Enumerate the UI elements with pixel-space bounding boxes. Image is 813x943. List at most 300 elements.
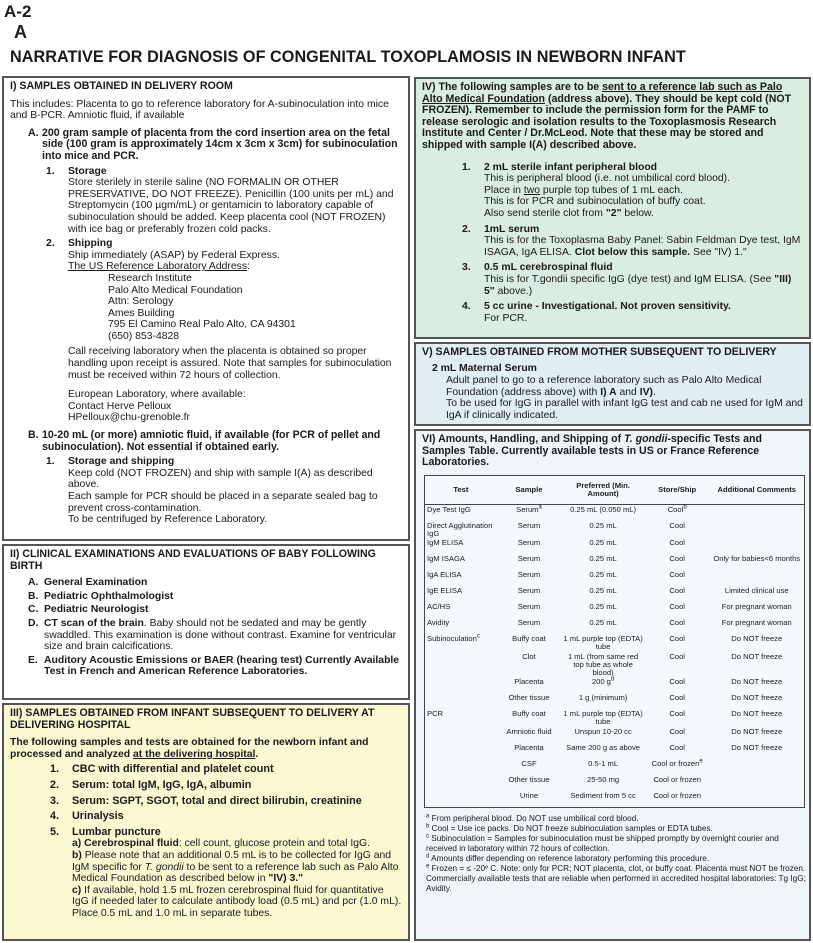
text-part: . <box>652 386 656 398</box>
table-cell <box>645 586 710 602</box>
table-cell <box>497 791 562 808</box>
table-cell <box>497 709 562 726</box>
table-row <box>425 602 805 618</box>
cell-text: Cool <box>669 742 685 752</box>
footnote <box>426 834 806 854</box>
item-title: Pediatric Ophthalmologist <box>44 590 174 602</box>
table-cell <box>709 570 804 586</box>
footnote-text: Cool = Use ice packs. Do NOT freeze subinoculation samples or EDTA tubes. <box>429 823 713 833</box>
item-title: General Examination <box>44 577 148 589</box>
cell-text: Do NOT freeze <box>731 651 783 661</box>
address-line: Attn: Serology <box>108 296 174 308</box>
item-text: Lumbar puncture <box>72 825 161 838</box>
section-clinical-exams <box>2 544 410 700</box>
address-block <box>108 273 402 343</box>
item-letter: B. <box>28 429 39 442</box>
footnote <box>426 874 806 894</box>
table-cell <box>561 727 645 743</box>
cell-text: 1 mL purple top (EDTA) tube <box>563 709 643 727</box>
cell-text: Do NOT freeze <box>731 634 783 644</box>
item-a1 <box>46 166 402 236</box>
table-cell <box>645 602 710 618</box>
cell-text: Cool or frozen <box>653 790 702 800</box>
table-cell <box>561 652 645 678</box>
text-part: below. <box>621 207 654 219</box>
column-header: Sample <box>497 475 562 504</box>
lp-c-label: c) <box>72 884 82 896</box>
lp-b <box>72 850 402 885</box>
cell-text: Do NOT freeze <box>731 726 783 736</box>
table-cell <box>497 727 562 743</box>
table-cell <box>497 634 562 651</box>
footnote-marker: c <box>426 832 429 839</box>
text-part: Place in <box>484 184 524 196</box>
item-text <box>484 274 803 297</box>
table-cell <box>561 693 645 709</box>
table-row <box>425 554 805 570</box>
table-cell <box>709 727 804 743</box>
cell-text: Do NOT freeze <box>731 709 783 719</box>
table-cell <box>561 791 645 808</box>
lumbar-details <box>72 838 402 919</box>
sample-item-4 <box>462 301 803 324</box>
table-cell <box>497 775 562 791</box>
section-reference-lab-samples <box>414 77 811 339</box>
cell-text: Serum <box>517 538 541 548</box>
item-number: 5. <box>50 825 60 838</box>
lp-c-text: If available, hold 1.5 mL frozen cerebrospinal fluid for quantitative IgG if needed later to calculate antibody load (0.5 mL) and pcr (1.0 mL). Place 0.5 mL and 1.0 mL in separate tubes. <box>72 884 402 919</box>
sample-item-3 <box>462 262 803 297</box>
cell-text: Serum <box>517 554 541 564</box>
text-bold: IV) <box>639 386 653 398</box>
cell-text: Cool <box>669 520 685 530</box>
table-cell <box>497 586 562 602</box>
address-line: Palo Alto Medical Foundation <box>108 284 243 296</box>
text-underlined: two <box>523 184 541 196</box>
item-text: . Baby should not be sedated and may be gently swaddled. This examination is done without contrast. Examine for ventricular size and brain calcifications. <box>44 617 397 653</box>
table-cell <box>425 504 497 521</box>
cell-text: Serum <box>516 504 539 514</box>
item-title: Pediatric Neurologist <box>44 604 149 616</box>
table-cell <box>425 538 497 554</box>
intro-part: The following samples and tests are obtained for the newborn infant and processed and analyzed <box>10 737 369 760</box>
table-cell <box>425 677 497 693</box>
heading-part: VI) Amounts, Handling, and Shipping of <box>422 433 625 445</box>
table-cell <box>425 775 497 791</box>
table-cell <box>709 759 804 775</box>
item-text: This is peripheral blood (i.e. not umbilical cord blood). <box>484 173 731 185</box>
table-row <box>425 693 805 709</box>
eu-email-link[interactable]: HPelloux@chu-grenoble.fr <box>68 412 191 424</box>
table-cell <box>425 521 497 538</box>
footnote-text: Commercially available tests that are reliable when performed in accredited hospital laboratories: Tg IgG; Avidity. <box>426 873 806 893</box>
cell-text: 1 mL (from same red top tube as whole blood) <box>567 651 639 677</box>
table-cell <box>645 743 710 759</box>
cell-text: Avidity <box>427 618 450 628</box>
table-cell <box>497 570 562 586</box>
exam-list <box>10 577 402 678</box>
table-row <box>425 791 805 808</box>
table-cell <box>645 759 710 775</box>
cell-text: Placenta <box>514 677 544 687</box>
table-row <box>425 634 805 651</box>
text-bold: I) A <box>600 386 617 398</box>
item-a <box>28 128 402 163</box>
us-lab-label <box>68 261 402 273</box>
item-number: 1. <box>46 456 55 468</box>
table-cell <box>561 759 645 775</box>
cell-text: Subinoculation <box>427 634 477 644</box>
table-cell <box>561 618 645 634</box>
item-number: 2. <box>462 223 471 235</box>
cell-text: Cool <box>669 538 685 548</box>
table-cell <box>561 521 645 538</box>
table-cell <box>425 743 497 759</box>
cell-text: Dye Test IgG <box>427 504 471 514</box>
footnote <box>426 854 806 864</box>
item-text: Serum: total IgM, IgG, IgA, albumin <box>72 778 252 791</box>
item-letter: E. <box>28 654 38 666</box>
item-letter: C. <box>28 604 39 616</box>
intro-end: . <box>255 748 259 760</box>
item-text <box>484 235 803 258</box>
text-part: This is for the Toxoplasma Baby Panel: Sabin Feldman Dye test, IgM ISAGA, IgA ELISA. <box>484 235 801 258</box>
table-cell <box>425 634 497 651</box>
cell-text: IgA ELISA <box>427 570 462 580</box>
item-number: 4. <box>50 810 60 823</box>
section-test-table <box>414 429 811 941</box>
table-row <box>425 775 805 791</box>
table-cell <box>497 504 562 521</box>
table-cell <box>709 791 804 808</box>
item-text: Store sterilely in sterile saline (NO FORMALIN OR OTHER PRESERVATIVE, DO NOT FREEZE). Penicillin (100 units per mL) and Streptomycin (100 µgm/mL) or gentamicin to laboratory capable of subinoculation should be added. Keep placenta cool (NOT FROZEN) with ice bag or preferably frozen cold packs. <box>68 177 394 235</box>
cell-text: 0.5-1 mL <box>588 758 619 768</box>
table-cell <box>425 586 497 602</box>
cell-text: 0.25 mL <box>589 554 617 564</box>
table-cell <box>709 618 804 634</box>
table-cell <box>709 538 804 554</box>
item-title: Storage <box>68 165 107 177</box>
table-cell <box>425 554 497 570</box>
cell-text: Cool <box>669 554 685 564</box>
cell-text: Limited clinical use <box>724 586 789 596</box>
table-cell <box>645 727 710 743</box>
footnote-marker: a <box>426 812 430 819</box>
table-row <box>425 586 805 602</box>
sample-title: 2 mL Maternal Serum <box>432 362 537 374</box>
cell-text: Cool <box>669 634 685 644</box>
footnote <box>426 814 806 824</box>
footnote-text: Subinoculation = Samples for subinoculation must be shipped promptly by overnight courier and received in laboratory within 72 hours of collection. <box>426 833 779 853</box>
item-text-wrap <box>44 591 173 603</box>
table-cell <box>709 634 804 651</box>
cell-text: Cool <box>669 677 685 687</box>
cell-text: Cool <box>669 651 685 661</box>
page-label: A-2 <box>4 2 32 21</box>
heading-underlined: sent to a reference lab such as Palo Alto Medical Foundation <box>422 81 783 105</box>
table-row <box>425 618 805 634</box>
cell-text: Cool or frozen <box>653 774 702 784</box>
footnote-marker: a <box>538 504 542 511</box>
table-cell <box>425 618 497 634</box>
item-letter: D. <box>28 617 39 629</box>
cell-text: Other tissue <box>508 774 550 784</box>
footnote <box>426 824 806 834</box>
item-number: 1. <box>50 763 60 776</box>
cell-text: Clot <box>522 651 536 661</box>
table-cell <box>425 602 497 618</box>
cell-text: Sediment from 5 cc <box>570 790 636 800</box>
cell-text: 25-50 mg <box>587 774 620 784</box>
footnote-marker: b <box>426 822 430 829</box>
exam-item <box>28 591 402 603</box>
table-cell <box>497 602 562 618</box>
footnote-text: Frozen = ≤ -20º C. Note: only for PCR; NOT placenta, clot, or buffy coat. Placenta must NOT be frozen. <box>429 863 806 873</box>
item-title: Shipping <box>68 238 113 250</box>
table-cell <box>645 570 710 586</box>
page-title: NARRATIVE FOR DIAGNOSIS OF CONGENITAL TOXOPLAMOSIS IN NEWBORN INFANT <box>10 48 686 66</box>
us-lab-label-text: The US Reference Laboratory Address <box>68 261 248 273</box>
table-cell <box>645 504 710 521</box>
cell-text: Cool <box>669 726 685 736</box>
item-text: Each sample for PCR should be placed in a separate sealed bag to prevent cross-contamination. <box>68 491 378 514</box>
cell-text: IgM ELISA <box>427 538 464 548</box>
table-cell <box>561 538 645 554</box>
footnote-marker: e <box>699 758 703 765</box>
table-cell <box>709 554 804 570</box>
cell-text: Cool <box>667 504 684 514</box>
table-cell <box>645 554 710 570</box>
table-cell <box>497 743 562 759</box>
item-number: 1. <box>46 165 55 177</box>
item-title: 1mL serum <box>484 223 540 235</box>
section-heading: V) SAMPLES OBTAINED FROM MOTHER SUBSEQUENT TO DELIVERY <box>422 346 777 358</box>
exam-item <box>28 577 402 589</box>
text-bold: "2" <box>605 207 622 219</box>
section-infant-samples <box>2 703 410 941</box>
cell-text: 0.25 mL <box>589 602 617 612</box>
footnote-text: From peripheral blood. Do NOT use umbilical cord blood. <box>429 813 639 823</box>
item-text-wrap <box>44 604 149 616</box>
footnote-marker: b <box>683 504 687 511</box>
table-cell <box>497 652 562 678</box>
lp-a <box>72 838 402 850</box>
item-b <box>28 430 402 453</box>
item-text: Keep cold (NOT FROZEN) and ship with sample I(A) as described above. <box>68 467 373 491</box>
table-cell <box>425 759 497 775</box>
table-cell <box>425 709 497 726</box>
item-text: This is for PCR and subinoculation of buffy coat. <box>484 196 706 208</box>
item-text: For PCR. <box>484 312 528 324</box>
table-header-row <box>425 475 805 504</box>
table-cell <box>561 743 645 759</box>
footnote-marker: c <box>476 633 480 640</box>
cell-text: IgE ELISA <box>427 586 463 596</box>
table-row <box>425 709 805 726</box>
table-cell <box>425 727 497 743</box>
table-cell <box>645 618 710 634</box>
sample-item-1 <box>462 162 803 220</box>
item-text: 10-20 mL (or more) amniotic fluid, if available (for PCR of pellet and subinoculation). Not essential if obtained early. <box>42 429 381 453</box>
item-number: 4. <box>462 301 471 313</box>
item-title: 0.5 mL cerebrospinal fluid <box>484 262 613 274</box>
test-item <box>50 764 402 776</box>
text-bold: Clot below this sample. <box>574 246 691 258</box>
section-heading <box>422 434 803 469</box>
cell-text: PCR <box>427 709 444 719</box>
text-part: Also send sterile clot from <box>484 207 606 219</box>
address-line: (650) 853-4828 <box>108 330 180 342</box>
lp-b-italic: T. gondii <box>144 861 184 873</box>
table-row <box>425 538 805 554</box>
cell-text: Buffy coat <box>512 634 546 644</box>
table-row <box>425 521 805 538</box>
footnote-marker: e <box>426 862 430 869</box>
text-part: See "IV) 1." <box>690 246 747 258</box>
item-text-wrap <box>44 618 402 653</box>
lp-a-text: : cell count, glucose protein and total IgG. <box>178 838 370 850</box>
text-bold: "III) 5" <box>484 273 792 297</box>
cell-text: Other tissue <box>508 693 550 703</box>
item-title: 5 cc urine - Investigational. Not proven sensitivity. <box>484 301 731 313</box>
table-cell <box>561 775 645 791</box>
table-cell <box>561 634 645 651</box>
text-part: Adult panel to go to a reference laboratory such as Palo Alto Medical Foundation (address above) with <box>446 375 762 398</box>
table-cell <box>709 521 804 538</box>
section-delivery-room <box>2 76 410 541</box>
cell-text: Cool <box>669 586 685 596</box>
item-letter: A. <box>28 126 39 139</box>
section-heading: II) CLINICAL EXAMINATIONS AND EVALUATIONS OF BABY FOLLOWING BIRTH <box>10 548 376 572</box>
table-row <box>425 652 805 678</box>
item-text: 200 gram sample of placenta from the cord insertion area on the fetal side (100 gram is approximately 14cm x 3cm x 3cm) for subinoculation into mice and PCR. <box>42 126 398 162</box>
item-text: Ship immediately (ASAP) by Federal Express. <box>68 249 280 261</box>
item-title: CT scan of the brain <box>44 617 144 629</box>
sample-list <box>462 162 803 325</box>
table-cell <box>709 652 804 678</box>
lp-b-label: b) <box>72 849 82 861</box>
table-cell <box>561 709 645 726</box>
cell-text: 0.25 mL <box>589 586 617 596</box>
column-header: Preferred (Min. Amount) <box>561 475 645 504</box>
table-cell <box>561 504 645 521</box>
table-cell <box>645 677 710 693</box>
lp-b-text: Please note that an additional 0.5 mL is to be collected for IgG and IgM specific for <box>72 849 392 873</box>
table-cell <box>645 538 710 554</box>
column-header: Additional Comments <box>709 475 804 504</box>
item-title: Auditory Acoustic Emissions or BAER (hearing test) Currently Available Test in French and American Reference Laboratories. <box>44 654 400 678</box>
item-number: 2. <box>46 238 55 250</box>
table-cell <box>645 652 710 678</box>
item-text <box>484 185 730 197</box>
test-item <box>50 796 402 808</box>
cell-text: For pregnant woman <box>721 618 792 628</box>
heading-part: -specific Tests and Samples Table. Currently available tests in US or France Reference Laboratories. <box>422 433 762 469</box>
table-cell <box>709 775 804 791</box>
lp-a-label: a) Cerebrospinal fluid <box>72 838 179 850</box>
table-row <box>425 677 805 693</box>
table-cell <box>709 504 804 521</box>
cell-text: Do NOT freeze <box>731 693 783 703</box>
footnotes <box>426 814 806 894</box>
heading-part: (address above). They should be kept cold (NOT FROZEN). Remember to include the permission form for the PAMF to release serologic and isolation results to the Toxoplasmosis Research Institute and Center / Dr.McLeod. Note that these may be stored and shipped with sample I(A) described above. <box>422 92 792 151</box>
item-text <box>484 208 730 220</box>
item-text: Serum: SGPT, SGOT, total and direct bilirubin, creatinine <box>72 794 362 807</box>
lp-b-ref: "IV) 3." <box>268 873 304 885</box>
desc-line <box>446 375 803 398</box>
item-letter: B. <box>28 590 39 602</box>
table-cell <box>425 791 497 808</box>
cell-text: Cool <box>669 709 685 719</box>
lp-b-text: to be sent to a reference lab such as Palo Alto Medical Foundation as described below in <box>72 861 399 885</box>
cell-text: For pregnant woman <box>721 602 792 612</box>
table-cell <box>709 602 804 618</box>
cell-text: Cool <box>669 693 685 703</box>
sample-item-2 <box>462 224 803 259</box>
address-line: Ames Building <box>108 307 175 319</box>
table-cell <box>497 521 562 538</box>
table-cell <box>497 677 562 693</box>
item-text: To be centrifuged by Reference Laboratory. <box>68 514 268 526</box>
table-cell <box>645 709 710 726</box>
test-item <box>50 811 402 823</box>
table-cell <box>497 693 562 709</box>
table-cell <box>425 570 497 586</box>
exam-item <box>28 618 402 653</box>
cell-text: IgM ISAGA <box>427 554 465 564</box>
table-cell <box>561 554 645 570</box>
exam-item <box>28 604 402 616</box>
cell-text: Cool <box>669 570 685 580</box>
cell-text: 0.25 mL <box>589 570 617 580</box>
table-cell <box>561 677 645 693</box>
text-part: This is for T.gondii specific IgG (dye test) and IgM ELISA. (See <box>484 273 775 285</box>
table-cell <box>709 677 804 693</box>
cell-text: Cool <box>669 602 685 612</box>
table-cell <box>645 775 710 791</box>
table-cell <box>497 618 562 634</box>
cell-text: 0.25 mL <box>589 618 617 628</box>
item-a2 <box>46 238 402 424</box>
table-cell <box>561 602 645 618</box>
eu-line: European Laboratory, where available: <box>68 389 246 401</box>
table-cell <box>645 634 710 651</box>
cell-text: 200 g <box>591 677 611 687</box>
item-number: 1. <box>462 161 471 173</box>
item-title: Storage and shipping <box>68 456 175 468</box>
item-text-wrap <box>44 655 402 678</box>
call-text: Call receiving laboratory when the placenta is obtained so proper handling upon receipt is assured. Note that samples for subinoculation must be received within 72 hours of collection. <box>68 346 392 381</box>
cell-text: Placenta <box>514 742 544 752</box>
column-header: Test <box>425 475 497 504</box>
item-text-wrap <box>44 577 147 589</box>
table-cell <box>497 538 562 554</box>
intro-text <box>10 737 402 760</box>
item-text: CBC with differential and platelet count <box>72 763 274 776</box>
cell-text: 1 mL purple top (EDTA) tube <box>563 634 643 652</box>
section-heading <box>422 82 803 152</box>
cell-text: Unspun 10-20 cc <box>574 726 632 736</box>
cell-text: Urine <box>519 790 539 800</box>
colon: : <box>247 261 250 273</box>
footnote-text: Amounts differ depending on reference laboratory performing this procedure. <box>429 853 710 863</box>
desc-line: To be used for IgG in parallel with infant IgG test and cab ne used for IgM and IgA if clinically indicated. <box>446 398 803 421</box>
cell-text: AC/HS <box>427 602 451 612</box>
section-mother-samples <box>414 342 811 426</box>
item-title: 2 mL sterile infant peripheral blood <box>484 161 658 173</box>
cell-text: CSF <box>521 758 537 768</box>
item-text: Urinalysis <box>72 810 124 823</box>
